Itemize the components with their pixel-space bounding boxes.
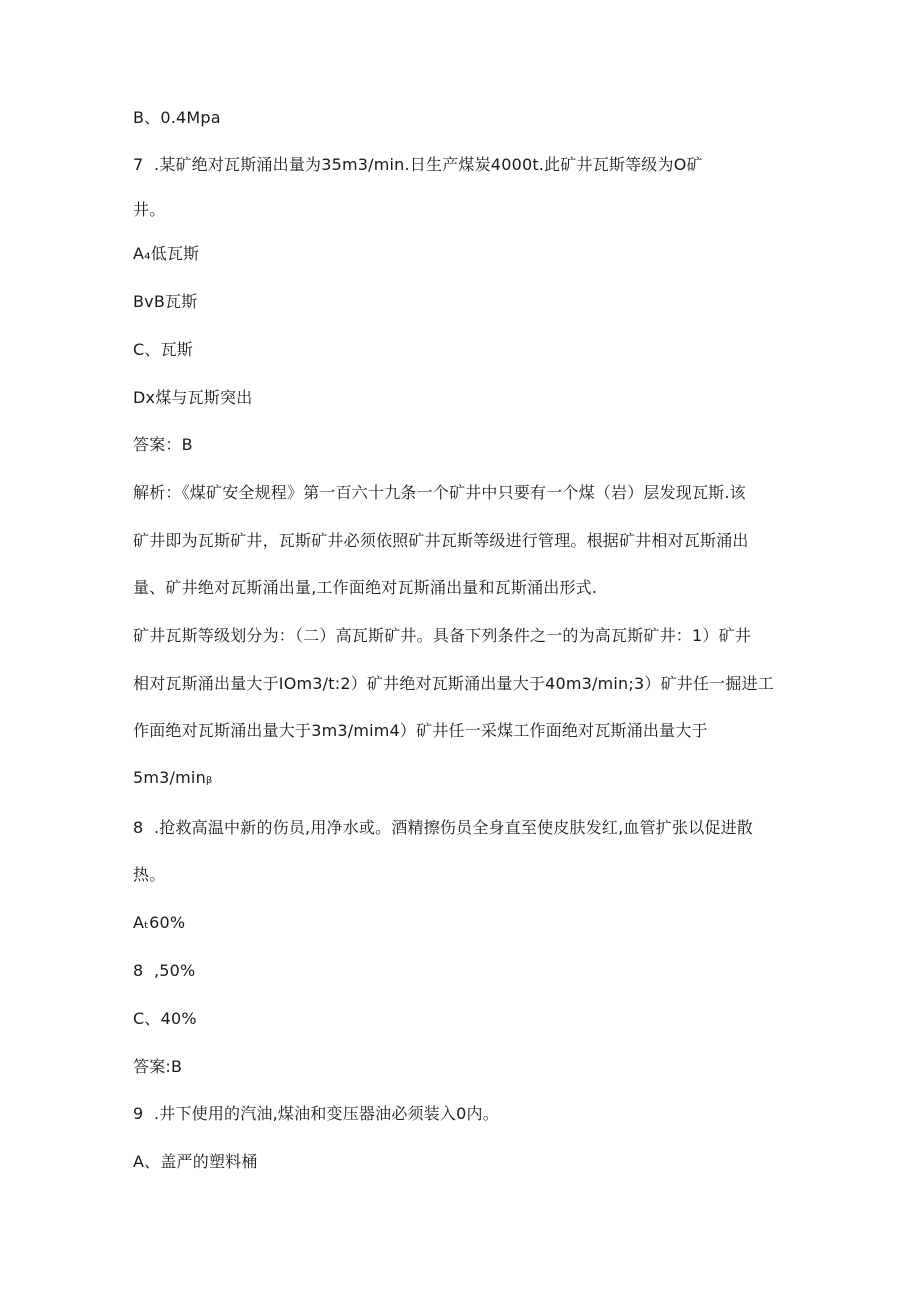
q7-option-c: C、瓦斯 <box>133 340 193 359</box>
q7-analysis-line-1: 解析：《煤矿安全规程》第一百六十九条一个矿井中只要有一个煤（岩）层发现瓦斯.该 <box>133 483 746 502</box>
q7-option-b: BvB瓦斯 <box>133 292 198 311</box>
q7-analysis-line-6: 作面绝对瓦斯涌出量大于3m3/mim4）矿井任一采煤工作面绝对瓦斯涌出量大于 <box>133 721 708 740</box>
option-b-pressure: B、0.4Mpa <box>133 108 221 127</box>
q8-option-b: 8 ,50% <box>133 961 196 980</box>
question-8-text: 8 .抢救高温中新的伤员,用净水或。酒精擦伤员全身直至使皮肤发红,血管扩张以促进散 <box>133 818 754 837</box>
q7-analysis-line-7: 5m3/minᵦ <box>133 768 213 787</box>
q7-answer: 答案：B <box>133 435 193 454</box>
q7-analysis-line-4: 矿井瓦斯等级划分为：（二）高瓦斯矿井。具备下列条件之一的为高瓦斯矿井：1）矿井 <box>133 626 751 645</box>
q9-option-a: A、盖严的塑料桶 <box>133 1152 258 1171</box>
q7-analysis-line-3: 量、矿井绝对瓦斯涌出量,工作面绝对瓦斯涌出量和瓦斯涌出形式. <box>133 578 598 597</box>
q7-analysis-line-2: 矿井即为瓦斯矿井，瓦斯矿井必须依照矿井瓦斯等级进行管理。根据矿井相对瓦斯涌出 <box>133 531 749 550</box>
question-7-text: 7 .某矿绝对瓦斯涌出量为35m3/min.日生产煤炭4000t.此矿井瓦斯等级为O矿 <box>133 155 703 174</box>
q8-option-c: C、40% <box>133 1009 197 1028</box>
question-7-text-cont: 井。 <box>133 200 166 219</box>
question-9-text: 9 .井下使用的汽油,煤油和变压器油必须装入0内。 <box>133 1104 499 1123</box>
q7-option-a: A₄低瓦斯 <box>133 244 200 263</box>
q7-analysis-line-5: 相对瓦斯涌出量大于IOm3/t:2）矿井绝对瓦斯涌出量大于40m3/min;3）矿井任一掘进工 <box>133 674 774 693</box>
question-8-text-cont: 热。 <box>133 865 166 884</box>
q8-option-a: Aₜ60% <box>133 913 186 932</box>
q7-option-d: Dx煤与瓦斯突出 <box>133 388 253 407</box>
q8-answer: 答案:B <box>133 1057 183 1076</box>
